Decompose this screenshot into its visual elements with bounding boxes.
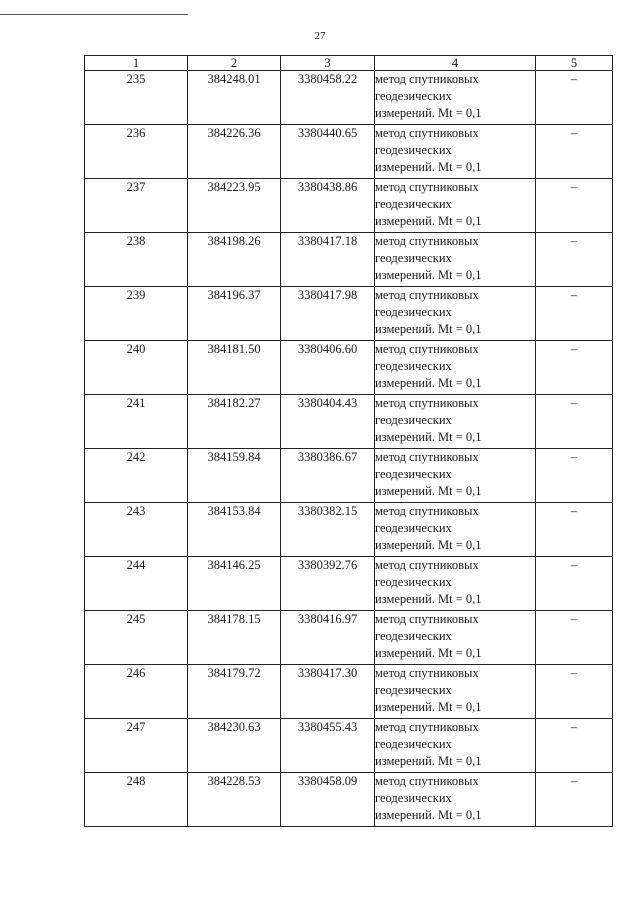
table-row <box>85 395 613 449</box>
method-line: геодезических <box>375 521 452 535</box>
method-line: метод спутниковых <box>375 666 479 680</box>
point-number-cell: 243 <box>85 503 188 557</box>
method-line: метод спутниковых <box>375 288 479 302</box>
method-line: измерений. Mt = 0,1 <box>375 592 482 606</box>
x-coordinate-cell: 384153.84 <box>188 503 281 557</box>
y-coordinate-cell: 3380455.43 <box>281 719 375 773</box>
note-cell: – <box>536 611 613 665</box>
method-line: геодезических <box>375 251 452 265</box>
method-cell <box>375 287 536 341</box>
table-row <box>85 773 613 827</box>
point-number-cell: 242 <box>85 449 188 503</box>
table-row <box>85 233 613 287</box>
table-header-row <box>85 56 613 71</box>
x-coordinate-cell: 384248.01 <box>188 71 281 125</box>
note-cell: – <box>536 719 613 773</box>
method-line: измерений. Mt = 0,1 <box>375 538 482 552</box>
point-number-cell: 236 <box>85 125 188 179</box>
table-row <box>85 665 613 719</box>
column-header-3: 3 <box>281 56 375 71</box>
method-cell <box>375 503 536 557</box>
y-coordinate-cell: 3380406.60 <box>281 341 375 395</box>
y-coordinate-cell: 3380417.98 <box>281 287 375 341</box>
table-body <box>85 71 613 827</box>
note-cell: – <box>536 503 613 557</box>
method-line: измерений. Mt = 0,1 <box>375 754 482 768</box>
method-line: измерений. Mt = 0,1 <box>375 322 482 336</box>
method-line: измерений. Mt = 0,1 <box>375 268 482 282</box>
y-coordinate-cell: 3380417.30 <box>281 665 375 719</box>
method-line: метод спутниковых <box>375 234 479 248</box>
point-number-cell: 248 <box>85 773 188 827</box>
note-cell: – <box>536 341 613 395</box>
method-line: измерений. Mt = 0,1 <box>375 430 482 444</box>
method-line: метод спутниковых <box>375 720 479 734</box>
x-coordinate-cell: 384178.15 <box>188 611 281 665</box>
note-cell: – <box>536 233 613 287</box>
column-header-1: 1 <box>85 56 188 71</box>
point-number-cell: 246 <box>85 665 188 719</box>
method-line: метод спутниковых <box>375 396 479 410</box>
method-line: геодезических <box>375 683 452 697</box>
column-header-4: 4 <box>375 56 536 71</box>
point-number-cell: 239 <box>85 287 188 341</box>
note-cell: – <box>536 449 613 503</box>
coordinates-table <box>84 55 613 827</box>
method-line: измерений. Mt = 0,1 <box>375 646 482 660</box>
method-line: геодезических <box>375 467 452 481</box>
table-row <box>85 179 613 233</box>
x-coordinate-cell: 384146.25 <box>188 557 281 611</box>
method-cell <box>375 179 536 233</box>
y-coordinate-cell: 3380416.97 <box>281 611 375 665</box>
point-number-cell: 244 <box>85 557 188 611</box>
note-cell: – <box>536 773 613 827</box>
note-cell: – <box>536 125 613 179</box>
column-header-2: 2 <box>188 56 281 71</box>
x-coordinate-cell: 384179.72 <box>188 665 281 719</box>
x-coordinate-cell: 384226.36 <box>188 125 281 179</box>
y-coordinate-cell: 3380382.15 <box>281 503 375 557</box>
method-line: геодезических <box>375 629 452 643</box>
table-row <box>85 71 613 125</box>
method-line: геодезических <box>375 413 452 427</box>
page-number: 27 <box>314 30 326 42</box>
note-cell: – <box>536 287 613 341</box>
y-coordinate-cell: 3380392.76 <box>281 557 375 611</box>
top-rule <box>0 14 188 15</box>
x-coordinate-cell: 384228.53 <box>188 773 281 827</box>
method-cell <box>375 773 536 827</box>
method-cell <box>375 719 536 773</box>
y-coordinate-cell: 3380438.86 <box>281 179 375 233</box>
method-line: измерений. Mt = 0,1 <box>375 484 482 498</box>
method-line: метод спутниковых <box>375 126 479 140</box>
y-coordinate-cell: 3380440.65 <box>281 125 375 179</box>
point-number-cell: 247 <box>85 719 188 773</box>
method-line: метод спутниковых <box>375 558 479 572</box>
method-cell <box>375 71 536 125</box>
x-coordinate-cell: 384198.26 <box>188 233 281 287</box>
method-line: метод спутниковых <box>375 180 479 194</box>
method-cell <box>375 611 536 665</box>
x-coordinate-cell: 384230.63 <box>188 719 281 773</box>
method-line: измерений. Mt = 0,1 <box>375 376 482 390</box>
method-line: метод спутниковых <box>375 504 479 518</box>
y-coordinate-cell: 3380386.67 <box>281 449 375 503</box>
y-coordinate-cell: 3380417.18 <box>281 233 375 287</box>
method-line: метод спутниковых <box>375 342 479 356</box>
method-line: геодезических <box>375 737 452 751</box>
method-line: метод спутниковых <box>375 450 479 464</box>
table-row <box>85 449 613 503</box>
x-coordinate-cell: 384181.50 <box>188 341 281 395</box>
method-line: метод спутниковых <box>375 774 479 788</box>
method-cell <box>375 233 536 287</box>
note-cell: – <box>536 179 613 233</box>
method-line: геодезических <box>375 197 452 211</box>
y-coordinate-cell: 3380458.09 <box>281 773 375 827</box>
method-line: измерений. Mt = 0,1 <box>375 160 482 174</box>
method-line: геодезических <box>375 89 452 103</box>
column-header-5: 5 <box>536 56 613 71</box>
point-number-cell: 245 <box>85 611 188 665</box>
method-cell <box>375 341 536 395</box>
method-cell <box>375 665 536 719</box>
note-cell: – <box>536 71 613 125</box>
table-row <box>85 341 613 395</box>
method-cell <box>375 125 536 179</box>
method-line: геодезических <box>375 359 452 373</box>
x-coordinate-cell: 384159.84 <box>188 449 281 503</box>
point-number-cell: 240 <box>85 341 188 395</box>
y-coordinate-cell: 3380404.43 <box>281 395 375 449</box>
method-line: измерений. Mt = 0,1 <box>375 106 482 120</box>
x-coordinate-cell: 384223.95 <box>188 179 281 233</box>
table-row <box>85 287 613 341</box>
note-cell: – <box>536 395 613 449</box>
table-row <box>85 503 613 557</box>
point-number-cell: 237 <box>85 179 188 233</box>
note-cell: – <box>536 665 613 719</box>
point-number-cell: 235 <box>85 71 188 125</box>
y-coordinate-cell: 3380458.22 <box>281 71 375 125</box>
method-line: геодезических <box>375 305 452 319</box>
table-row <box>85 557 613 611</box>
table-row <box>85 125 613 179</box>
method-line: метод спутниковых <box>375 72 479 86</box>
method-cell <box>375 557 536 611</box>
method-line: геодезических <box>375 575 452 589</box>
point-number-cell: 241 <box>85 395 188 449</box>
method-line: измерений. Mt = 0,1 <box>375 214 482 228</box>
method-line: геодезических <box>375 791 452 805</box>
method-line: геодезических <box>375 143 452 157</box>
method-line: измерений. Mt = 0,1 <box>375 808 482 822</box>
method-line: метод спутниковых <box>375 612 479 626</box>
x-coordinate-cell: 384196.37 <box>188 287 281 341</box>
method-line: измерений. Mt = 0,1 <box>375 700 482 714</box>
table-row <box>85 611 613 665</box>
method-cell <box>375 395 536 449</box>
point-number-cell: 238 <box>85 233 188 287</box>
table-row <box>85 719 613 773</box>
method-cell <box>375 449 536 503</box>
note-cell: – <box>536 557 613 611</box>
x-coordinate-cell: 384182.27 <box>188 395 281 449</box>
